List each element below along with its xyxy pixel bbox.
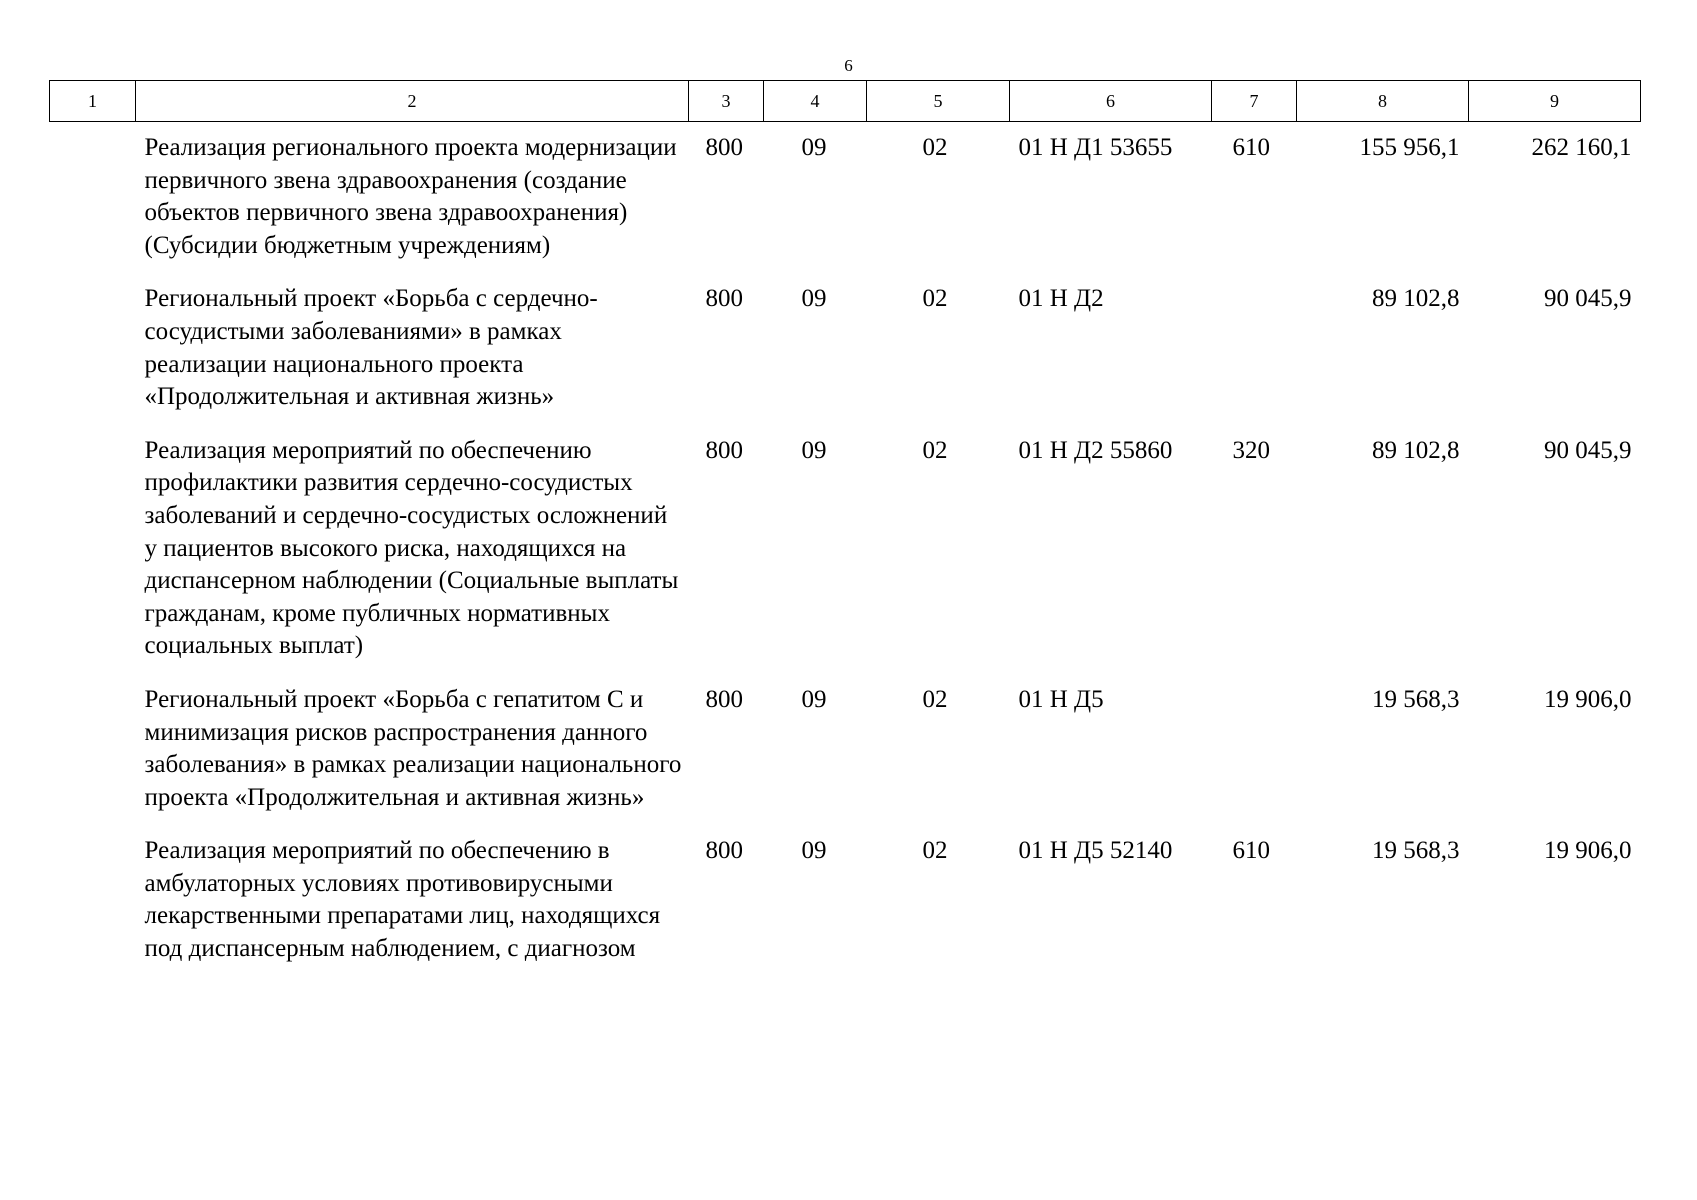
target-article-code: 01 Н Д5 (1018, 685, 1104, 713)
expense-type-code: 610 (1232, 837, 1270, 865)
expense-type-code (1212, 273, 1297, 424)
target-article-code: 01 Н Д2 55860 (1018, 436, 1173, 464)
item-name: Региональный проект «Борьба с сердечно-сосудистыми заболеваниями» в рамках реализации национального проекта «Продолжительная и активная жизнь» (144, 285, 598, 411)
column-header-6: 6 (1010, 81, 1212, 122)
row-number-cell (50, 122, 136, 274)
table-row (50, 674, 1641, 825)
amount-year-1: 19 568,3 (1372, 685, 1460, 713)
target-article-code: 01 Н Д5 52140 (1018, 837, 1173, 865)
table-row (50, 425, 1641, 674)
column-header-3: 3 (689, 81, 764, 122)
item-name: Реализация мероприятий по обеспечению профилактики развития сердечно-сосудистых заболеваний и сердечно-сосудистых осложнений у пациентов высокого риска, находящихся на диспансерном наблюдении (Социальные выплаты гражданам, кроме публичных нормативных социальных выплат) (144, 436, 679, 660)
amount-year-1: 89 102,8 (1372, 436, 1460, 464)
ministry-code: 800 (705, 285, 743, 313)
subsection-code: 02 (922, 436, 948, 464)
section-code: 09 (801, 837, 827, 865)
item-name: Реализация регионального проекта модернизации первичного звена здравоохранения (создание объектов первичного звена здравоохранения) (Субсидии бюджетным учреждениям) (144, 134, 677, 259)
column-header-7: 7 (1212, 81, 1297, 122)
table-header (50, 81, 1641, 122)
column-header-5: 5 (867, 81, 1010, 122)
subsection-code: 02 (922, 285, 948, 313)
column-header-4: 4 (764, 81, 867, 122)
ministry-code: 800 (705, 685, 743, 713)
column-header-1: 1 (50, 81, 136, 122)
column-header-8: 8 (1297, 81, 1469, 122)
section-code: 09 (801, 285, 827, 313)
amount-year-2: 90 045,9 (1544, 285, 1632, 313)
budget-table (49, 80, 1641, 977)
table-row (50, 273, 1641, 424)
row-number-cell (50, 425, 136, 674)
item-name: Реализация мероприятий по обеспечению в амбулаторных условиях противовирусными лекарственными препаратами лиц, находящихся под диспансерным наблюдением, с диагнозом (144, 837, 661, 963)
subsection-code: 02 (922, 837, 948, 865)
target-article-code: 01 Н Д2 (1018, 285, 1104, 313)
section-code: 09 (801, 134, 827, 161)
target-article-code: 01 Н Д1 53655 (1018, 134, 1173, 161)
subsection-code: 02 (922, 685, 948, 713)
ministry-code: 800 (705, 134, 743, 161)
section-code: 09 (801, 436, 827, 464)
row-number-cell (50, 825, 136, 976)
header-row (50, 81, 1641, 122)
amount-year-1: 155 956,1 (1359, 134, 1460, 161)
column-header-2: 2 (136, 81, 689, 122)
amount-year-2: 262 160,1 (1531, 134, 1632, 161)
amount-year-1: 89 102,8 (1372, 285, 1460, 313)
expense-type-code: 610 (1232, 134, 1270, 161)
column-header-9: 9 (1469, 81, 1641, 122)
amount-year-2: 19 906,0 (1544, 685, 1632, 713)
ministry-code: 800 (705, 436, 743, 464)
table-body (50, 122, 1641, 977)
amount-year-1: 19 568,3 (1372, 837, 1460, 865)
expense-type-code (1212, 674, 1297, 825)
table-row (50, 122, 1641, 274)
expense-type-code: 320 (1232, 436, 1270, 464)
amount-year-2: 19 906,0 (1544, 837, 1632, 865)
item-name: Региональный проект «Борьба с гепатитом С и минимизация рисков распространения данного заболевания» в рамках реализации национального проекта «Продолжительная и активная жизнь» (144, 685, 682, 811)
amount-year-2: 90 045,9 (1544, 436, 1632, 464)
subsection-code: 02 (922, 134, 948, 161)
row-number-cell (50, 674, 136, 825)
row-number-cell (50, 273, 136, 424)
page-number: 6 (844, 56, 853, 75)
ministry-code: 800 (705, 837, 743, 865)
section-code: 09 (801, 685, 827, 713)
table-row (50, 825, 1641, 976)
